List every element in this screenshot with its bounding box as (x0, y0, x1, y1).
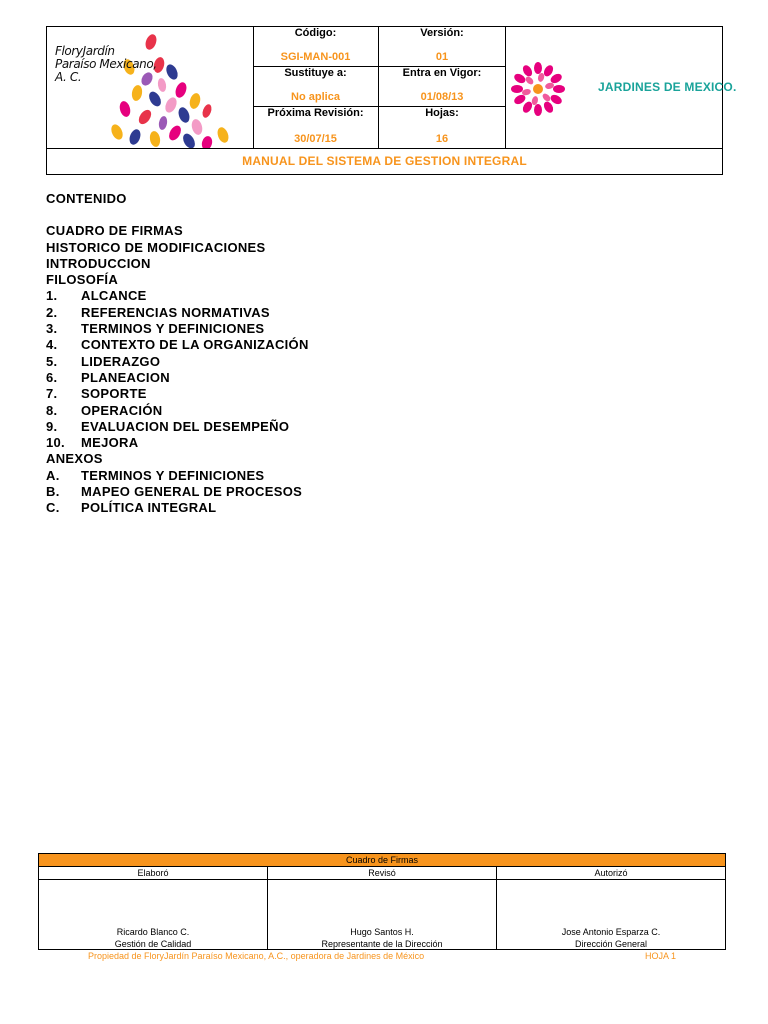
item-number: 10. (46, 435, 65, 451)
version-cell (379, 27, 505, 67)
signature-name: Ricardo Blanco C. (116, 927, 190, 937)
signature-table-title: Cuadro de Firmas (39, 854, 725, 867)
revision-value: 30/07/15 (294, 133, 337, 145)
item-text: TERMINOS Y DEFINICIONES (81, 321, 265, 337)
org-name-line-3: A. C. (55, 70, 82, 84)
annex-heading: ANEXOS (46, 451, 103, 467)
hojas-label: Hojas: (425, 107, 459, 119)
item-number: 8. (46, 402, 58, 418)
annex-letter: C. (46, 500, 60, 516)
item-number: 9. (46, 418, 58, 434)
annex-item (46, 484, 309, 500)
signature-column-elaboro (39, 867, 268, 949)
table-of-contents (46, 191, 309, 517)
contents-numbered-item (46, 403, 309, 419)
org-name-line-1: FloryJardín (55, 44, 115, 58)
contents-numbered-item (46, 305, 309, 321)
codigo-value: SGI-MAN-001 (280, 51, 351, 63)
vigor-label: Entra en Vigor: (402, 67, 482, 79)
item-text: ALCANCE (81, 288, 147, 304)
contents-item: INTRODUCCION (46, 255, 151, 271)
contents-item: FILOSOFÍA (46, 272, 119, 288)
annex-item (46, 468, 309, 484)
item-text: MEJORA (81, 435, 139, 451)
signature-dept: Dirección General (574, 939, 648, 949)
item-number: 5. (46, 353, 58, 369)
signature-name: Hugo Santos H. (350, 927, 414, 937)
item-number: 6. (46, 369, 58, 385)
version-value: 01 (435, 51, 449, 63)
sustituye-label: Sustituye a: (284, 67, 347, 79)
signature-role: Revisó (268, 867, 496, 880)
annex-text: MAPEO GENERAL DE PROCESOS (81, 484, 303, 500)
item-text: LIDERAZGO (81, 353, 161, 369)
annex-item (46, 500, 309, 516)
contents-numbered-item (46, 435, 309, 451)
item-text: PLANEACION (81, 369, 170, 385)
org-logo (47, 27, 254, 148)
annex-letter: B. (46, 484, 60, 500)
contents-numbered-item (46, 337, 309, 353)
item-number: 2. (46, 304, 58, 320)
annex-text: TERMINOS Y DEFINICIONES (81, 467, 265, 483)
item-text: REFERENCIAS NORMATIVAS (81, 304, 270, 320)
contents-numbered-item (46, 419, 309, 435)
footer-property: Propiedad de FloryJardín Paraíso Mexicano, A.C., operadora de Jardines de México (88, 951, 425, 961)
item-text: EVALUACION DEL DESEMPEÑO (81, 418, 290, 434)
annex-letter: A. (46, 467, 60, 483)
signature-role: Autorizó (497, 867, 725, 880)
flower-icon (508, 59, 568, 119)
codigo-cell (253, 27, 379, 67)
item-text: OPERACIÓN (81, 402, 163, 418)
codigo-label: Código: (294, 27, 337, 39)
hojas-value: 16 (435, 133, 449, 145)
org-name-line-2: Paraíso Mexicano, (55, 57, 157, 71)
signature-dept: Representante de la Dirección (321, 939, 443, 949)
item-number: 7. (46, 386, 58, 402)
contents-numbered-item (46, 321, 309, 337)
sustituye-cell (253, 67, 379, 107)
vigor-value: 01/08/13 (420, 91, 464, 103)
item-number: 4. (46, 337, 58, 353)
signature-dept: Gestión de Calidad (114, 939, 192, 949)
revision-label: Próxima Revisión: (267, 107, 364, 119)
contents-numbered-item (46, 370, 309, 386)
contents-numbered-item (46, 354, 309, 370)
document-title: MANUAL DEL SISTEMA DE GESTION INTEGRAL (47, 148, 722, 175)
signature-table (38, 853, 726, 950)
item-number: 3. (46, 321, 58, 337)
contents-heading: CONTENIDO (46, 191, 127, 206)
contents-numbered-item (46, 386, 309, 402)
signature-role: Elaboró (39, 867, 267, 880)
contents-item: CUADRO DE FIRMAS (46, 223, 183, 239)
item-number: 1. (46, 288, 58, 304)
hojas-cell (379, 107, 505, 148)
org-name (55, 45, 157, 84)
document-header (46, 26, 737, 175)
signature-name: Jose Antonio Esparza C. (561, 927, 661, 937)
annex-text: POLÍTICA INTEGRAL (81, 500, 217, 516)
jardines-logo (505, 27, 737, 148)
contents-numbered-item (46, 288, 309, 304)
sustituye-value: No aplica (291, 91, 340, 103)
contents-item: HISTORICO DE MODIFICACIONES (46, 239, 266, 255)
signature-column-reviso (268, 867, 497, 949)
document-control-cells (253, 27, 505, 148)
vigor-cell (379, 67, 505, 107)
brand-name: JARDINES DE MEXICO. (598, 80, 737, 94)
version-label: Versión: (420, 27, 464, 39)
item-text: SOPORTE (81, 386, 147, 402)
revision-cell (253, 107, 379, 148)
item-text: CONTEXTO DE LA ORGANIZACIÓN (81, 337, 309, 353)
footer-page-number: HOJA 1 (645, 951, 677, 961)
signature-column-autorizo (497, 867, 725, 949)
